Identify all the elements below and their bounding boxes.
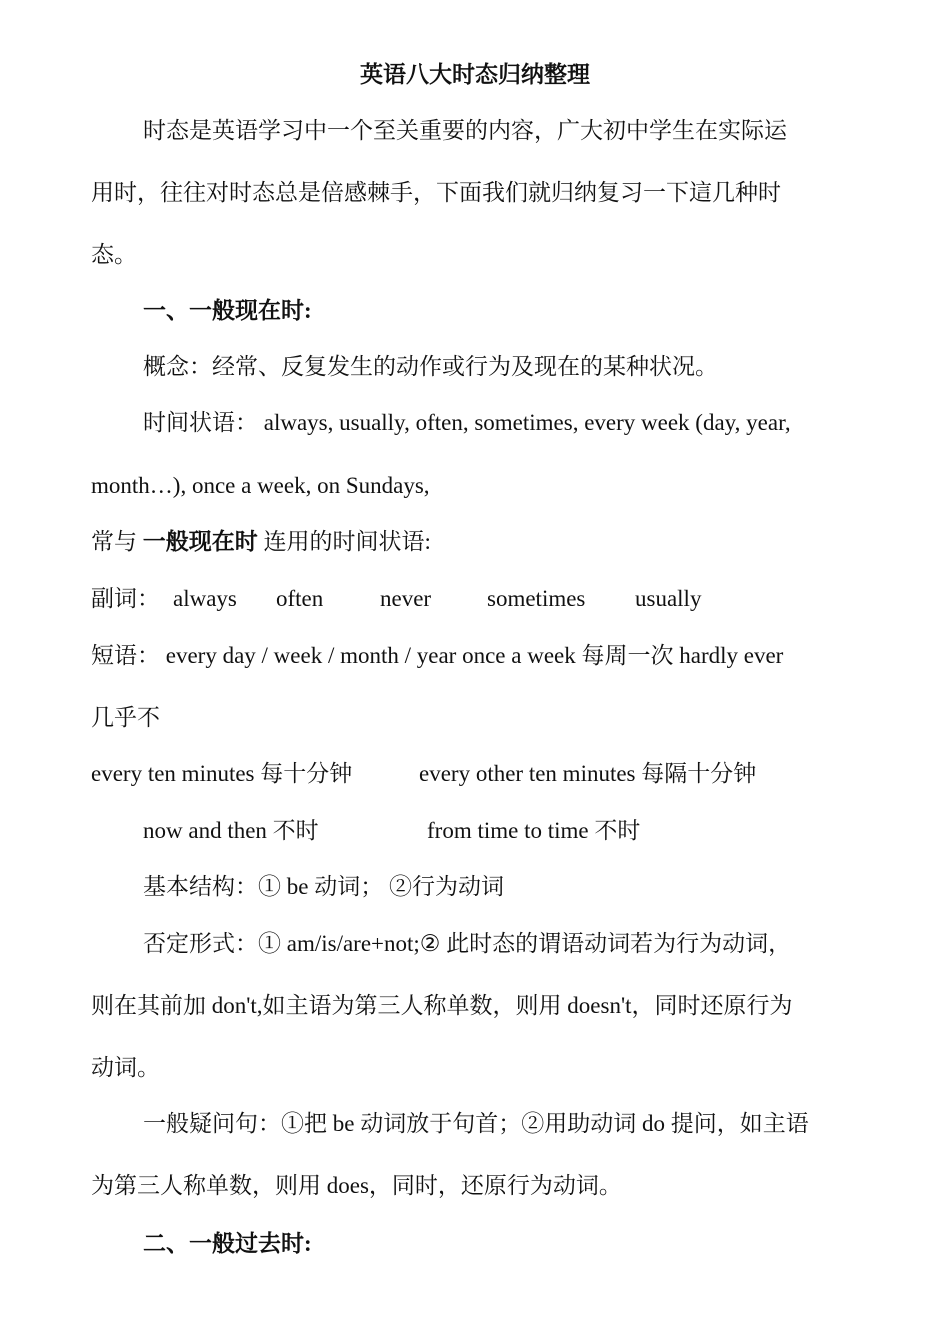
basic-structure-line: 基本结构：① be 动词； ②行为动词 (143, 874, 504, 899)
intro-line-1: 时态是英语学习中一个至关重要的内容，广大初中学生在实际运 (143, 118, 787, 143)
intro-line-3: 态。 (91, 242, 137, 267)
section-1-heading: 一、一般现在时: (143, 298, 312, 323)
intro-line-2: 用时，往往对时态总是倍感棘手，下面我们就归纳复习一下這几种时 (91, 180, 781, 205)
adverb-item: often (276, 586, 324, 611)
frequency-phrases-line-2 (143, 816, 859, 846)
adverbs-label: 副词： (91, 586, 160, 611)
phrase-from-time-to-time: from time to time 不时 (427, 818, 641, 843)
time-adverbials-line-2: month…), once a week, on Sundays, (91, 473, 430, 498)
adverbs-line (91, 584, 859, 614)
phrase-now-and-then: now and then 不时 (143, 818, 319, 843)
tense-name-bold: 一般现在时 (142, 529, 258, 554)
document-title: 英语八大时态归纳整理 (360, 62, 590, 87)
negative-form-line-1: 否定形式：① am/is/are+not;② 此时态的谓语动词若为行为动词， (143, 931, 792, 956)
section-2-heading: 二、一般过去时: (143, 1231, 312, 1256)
question-form-line-2: 为第三人称单数，则用 does，同时，还原行为动词。 (91, 1173, 622, 1198)
negative-form-line-2: 则在其前加 don't,如主语为第三人称单数，则用 doesn't，同时还原行为 (91, 993, 793, 1018)
phrases-line-1: 短语： every day / week / month / year once a week 每周一次 hardly ever (91, 643, 784, 668)
phrases-line-2: 几乎不 (91, 705, 160, 730)
concept-line: 概念：经常、反复发生的动作或行为及现在的某种状况。 (143, 354, 718, 379)
adverb-item: never (380, 586, 432, 611)
common-adverbials-line: 常与 一般现在时 连用的时间状语: (91, 529, 431, 554)
negative-form-line-3: 动词。 (91, 1055, 160, 1080)
time-adverbials-line-1: 时间状语： always, usually, often, sometimes, every week (day, year, (143, 410, 791, 435)
adverb-item: usually (635, 586, 702, 611)
adverb-item: sometimes (487, 586, 586, 611)
phrase-every-ten-minutes: every ten minutes 每十分钟 (91, 761, 353, 786)
frequency-phrases-line-1 (91, 759, 859, 789)
phrase-every-other-ten-minutes: every other ten minutes 每隔十分钟 (419, 761, 757, 786)
question-form-line-1: 一般疑问句：①把 be 动词放于句首；②用助动词 do 提问，如主语 (143, 1111, 809, 1136)
adverb-item: always (173, 586, 237, 611)
